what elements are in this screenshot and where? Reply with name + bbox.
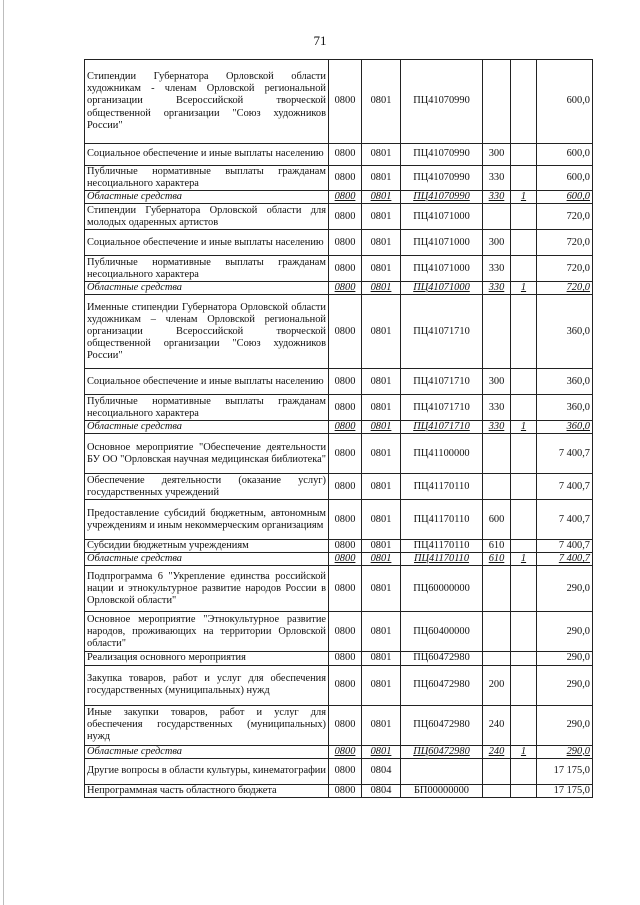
table-row <box>85 60 593 144</box>
amount-cell: 720,0 <box>537 282 593 295</box>
subsection-code-cell: 0804 <box>362 784 401 797</box>
funding-source-cell <box>511 230 537 256</box>
amount-cell: 7 400,7 <box>537 434 593 474</box>
table-row <box>85 166 593 191</box>
expense-type-cell: 240 <box>483 745 511 758</box>
table-row <box>85 191 593 204</box>
section-code-cell: 0800 <box>329 745 362 758</box>
table-row <box>85 434 593 474</box>
row-name-cell: Реализация основного мероприятия <box>85 652 329 665</box>
funding-source-cell <box>511 204 537 230</box>
target-article-cell: ПЦ41071000 <box>401 230 483 256</box>
target-article-cell: ПЦ41071000 <box>401 256 483 282</box>
expense-type-cell <box>483 758 511 784</box>
funding-source-cell <box>511 566 537 612</box>
section-code-cell: 0800 <box>329 60 362 144</box>
funding-source-cell <box>511 60 537 144</box>
row-name-cell: Социальное обеспечение и иные выплаты населению <box>85 144 329 166</box>
target-article-cell: ПЦ41071710 <box>401 295 483 369</box>
row-name-cell: Обеспечение деятельности (оказание услуг) государственных учреждений <box>85 474 329 500</box>
expense-type-cell: 200 <box>483 665 511 705</box>
expense-type-cell <box>483 60 511 144</box>
funding-source-cell <box>511 295 537 369</box>
row-name-cell: Предоставление субсидий бюджетным, автономным учреждениям и иным некоммерческим организациям <box>85 500 329 540</box>
funding-source-cell <box>511 705 537 745</box>
amount-cell: 720,0 <box>537 204 593 230</box>
amount-cell: 360,0 <box>537 421 593 434</box>
table-row <box>85 705 593 745</box>
funding-source-cell <box>511 395 537 421</box>
amount-cell: 290,0 <box>537 652 593 665</box>
expense-type-cell: 600 <box>483 500 511 540</box>
expense-type-cell: 610 <box>483 540 511 553</box>
funding-source-cell <box>511 166 537 191</box>
row-name-cell: Субсидии бюджетным учреждениям <box>85 540 329 553</box>
section-code-cell: 0800 <box>329 474 362 500</box>
funding-source-cell: 1 <box>511 282 537 295</box>
section-code-cell: 0800 <box>329 204 362 230</box>
target-article-cell: ПЦ60000000 <box>401 566 483 612</box>
subsection-code-cell: 0801 <box>362 295 401 369</box>
subsection-code-cell: 0801 <box>362 553 401 566</box>
funding-source-cell: 1 <box>511 745 537 758</box>
subsection-code-cell: 0801 <box>362 665 401 705</box>
target-article-cell: ПЦ41070990 <box>401 166 483 191</box>
subsection-code-cell: 0801 <box>362 204 401 230</box>
subsection-code-cell: 0801 <box>362 474 401 500</box>
amount-cell: 7 400,7 <box>537 500 593 540</box>
amount-cell: 7 400,7 <box>537 540 593 553</box>
expense-type-cell: 330 <box>483 282 511 295</box>
row-name-cell: Закупка товаров, работ и услуг для обеспечения государственных (муниципальных) нужд <box>85 665 329 705</box>
expense-type-cell <box>483 652 511 665</box>
subsection-code-cell: 0801 <box>362 421 401 434</box>
target-article-cell: ПЦ60472980 <box>401 705 483 745</box>
amount-cell: 290,0 <box>537 566 593 612</box>
subsection-code-cell: 0801 <box>362 612 401 652</box>
row-name-cell: Стипендии Губернатора Орловской области художникам - членам Орловской региональной организации Всероссийской творческой общественной организации "Союз художников России" <box>85 60 329 144</box>
table-row <box>85 758 593 784</box>
subsection-code-cell: 0801 <box>362 705 401 745</box>
subsection-code-cell: 0801 <box>362 256 401 282</box>
amount-cell: 360,0 <box>537 295 593 369</box>
section-code-cell: 0800 <box>329 705 362 745</box>
table-row <box>85 784 593 797</box>
row-name-cell: Основное мероприятие "Обеспечение деятельности БУ ОО "Орловская научная медицинская библиотека" <box>85 434 329 474</box>
target-article-cell: ПЦ41071710 <box>401 395 483 421</box>
amount-cell: 600,0 <box>537 60 593 144</box>
subsection-code-cell: 0801 <box>362 566 401 612</box>
section-code-cell: 0800 <box>329 166 362 191</box>
target-article-cell: ПЦ41071000 <box>401 204 483 230</box>
row-name-cell: Областные средства <box>85 282 329 295</box>
funding-source-cell <box>511 612 537 652</box>
table-row <box>85 500 593 540</box>
amount-cell: 17 175,0 <box>537 784 593 797</box>
section-code-cell: 0800 <box>329 566 362 612</box>
expense-type-cell: 330 <box>483 256 511 282</box>
row-name-cell: Основное мероприятие "Этнокультурное развитие народов, проживающих на территории Орловской области" <box>85 612 329 652</box>
section-code-cell: 0800 <box>329 191 362 204</box>
table-row <box>85 256 593 282</box>
table-row <box>85 204 593 230</box>
amount-cell: 290,0 <box>537 665 593 705</box>
table-row <box>85 652 593 665</box>
amount-cell: 290,0 <box>537 745 593 758</box>
subsection-code-cell: 0801 <box>362 540 401 553</box>
subsection-code-cell: 0801 <box>362 60 401 144</box>
target-article-cell: ПЦ41170110 <box>401 553 483 566</box>
table-row <box>85 540 593 553</box>
expense-type-cell <box>483 612 511 652</box>
subsection-code-cell: 0801 <box>362 191 401 204</box>
expense-type-cell: 330 <box>483 191 511 204</box>
table-row <box>85 282 593 295</box>
section-code-cell: 0800 <box>329 612 362 652</box>
subsection-code-cell: 0801 <box>362 434 401 474</box>
expense-type-cell <box>483 474 511 500</box>
section-code-cell: 0800 <box>329 144 362 166</box>
table-row <box>85 421 593 434</box>
page-number: 71 <box>313 33 327 48</box>
amount-cell: 17 175,0 <box>537 758 593 784</box>
target-article-cell: ПЦ41070990 <box>401 144 483 166</box>
expense-type-cell <box>483 204 511 230</box>
amount-cell: 290,0 <box>537 612 593 652</box>
row-name-cell: Непрограммная часть областного бюджета <box>85 784 329 797</box>
target-article-cell: БП00000000 <box>401 784 483 797</box>
subsection-code-cell: 0801 <box>362 369 401 395</box>
amount-cell: 600,0 <box>537 144 593 166</box>
expense-type-cell: 330 <box>483 166 511 191</box>
amount-cell: 360,0 <box>537 369 593 395</box>
target-article-cell: ПЦ41070990 <box>401 60 483 144</box>
funding-source-cell <box>511 256 537 282</box>
funding-source-cell: 1 <box>511 421 537 434</box>
expense-type-cell: 330 <box>483 421 511 434</box>
row-name-cell: Другие вопросы в области культуры, кинематографии <box>85 758 329 784</box>
funding-source-cell <box>511 500 537 540</box>
section-code-cell: 0800 <box>329 256 362 282</box>
row-name-cell: Областные средства <box>85 553 329 566</box>
table-row <box>85 745 593 758</box>
expense-type-cell: 330 <box>483 395 511 421</box>
target-article-cell: ПЦ41170110 <box>401 474 483 500</box>
funding-source-cell <box>511 784 537 797</box>
expense-type-cell: 300 <box>483 144 511 166</box>
section-code-cell: 0800 <box>329 500 362 540</box>
table-row <box>85 295 593 369</box>
row-name-cell: Социальное обеспечение и иные выплаты населению <box>85 369 329 395</box>
row-name-cell: Публичные нормативные выплаты гражданам несоциального характера <box>85 395 329 421</box>
section-code-cell: 0800 <box>329 665 362 705</box>
funding-source-cell <box>511 652 537 665</box>
row-name-cell: Областные средства <box>85 421 329 434</box>
target-article-cell: ПЦ60472980 <box>401 745 483 758</box>
row-name-cell: Подпрограмма 6 "Укрепление единства российской нации и этнокультурное развитие народов России в Орловской области" <box>85 566 329 612</box>
amount-cell: 360,0 <box>537 395 593 421</box>
target-article-cell <box>401 758 483 784</box>
table-row <box>85 665 593 705</box>
section-code-cell: 0800 <box>329 540 362 553</box>
section-code-cell: 0800 <box>329 553 362 566</box>
funding-source-cell <box>511 144 537 166</box>
expense-type-cell: 300 <box>483 369 511 395</box>
amount-cell: 600,0 <box>537 166 593 191</box>
section-code-cell: 0800 <box>329 369 362 395</box>
target-article-cell: ПЦ41071710 <box>401 421 483 434</box>
funding-source-cell <box>511 474 537 500</box>
target-article-cell: ПЦ41071000 <box>401 282 483 295</box>
section-code-cell: 0800 <box>329 652 362 665</box>
subsection-code-cell: 0801 <box>362 144 401 166</box>
expense-type-cell <box>483 784 511 797</box>
row-name-cell: Социальное обеспечение и иные выплаты населению <box>85 230 329 256</box>
target-article-cell: ПЦ41071710 <box>401 369 483 395</box>
target-article-cell: ПЦ60472980 <box>401 665 483 705</box>
section-code-cell: 0800 <box>329 784 362 797</box>
subsection-code-cell: 0801 <box>362 282 401 295</box>
expense-type-cell: 610 <box>483 553 511 566</box>
table-row <box>85 395 593 421</box>
amount-cell: 600,0 <box>537 191 593 204</box>
table-row <box>85 230 593 256</box>
section-code-cell: 0800 <box>329 421 362 434</box>
section-code-cell: 0800 <box>329 395 362 421</box>
section-code-cell: 0800 <box>329 434 362 474</box>
funding-source-cell <box>511 665 537 705</box>
target-article-cell: ПЦ60400000 <box>401 612 483 652</box>
section-code-cell: 0800 <box>329 295 362 369</box>
subsection-code-cell: 0801 <box>362 166 401 191</box>
target-article-cell: ПЦ41100000 <box>401 434 483 474</box>
expense-type-cell <box>483 434 511 474</box>
row-name-cell: Именные стипендии Губернатора Орловской области художникам – членам Орловской региональной организации Всероссийской творческой общественной организации "Союз художников России" <box>85 295 329 369</box>
subsection-code-cell: 0801 <box>362 395 401 421</box>
budget-table <box>84 59 593 798</box>
funding-source-cell <box>511 369 537 395</box>
target-article-cell: ПЦ41170110 <box>401 500 483 540</box>
amount-cell: 7 400,7 <box>537 553 593 566</box>
funding-source-cell: 1 <box>511 191 537 204</box>
expense-type-cell <box>483 566 511 612</box>
expense-type-cell: 240 <box>483 705 511 745</box>
table-row <box>85 612 593 652</box>
table-row <box>85 553 593 566</box>
row-name-cell: Публичные нормативные выплаты гражданам несоциального характера <box>85 256 329 282</box>
subsection-code-cell: 0801 <box>362 745 401 758</box>
table-row <box>85 474 593 500</box>
amount-cell: 720,0 <box>537 230 593 256</box>
table-row <box>85 566 593 612</box>
subsection-code-cell: 0801 <box>362 652 401 665</box>
row-name-cell: Публичные нормативные выплаты гражданам несоциального характера <box>85 166 329 191</box>
row-name-cell: Иные закупки товаров, работ и услуг для обеспечения государственных (муниципальных) нужд <box>85 705 329 745</box>
target-article-cell: ПЦ41070990 <box>401 191 483 204</box>
scan-edge-line <box>3 0 4 905</box>
funding-source-cell <box>511 540 537 553</box>
section-code-cell: 0800 <box>329 282 362 295</box>
amount-cell: 720,0 <box>537 256 593 282</box>
subsection-code-cell: 0801 <box>362 230 401 256</box>
amount-cell: 7 400,7 <box>537 474 593 500</box>
target-article-cell: ПЦ41170110 <box>401 540 483 553</box>
amount-cell: 290,0 <box>537 705 593 745</box>
table-row <box>85 369 593 395</box>
row-name-cell: Стипендии Губернатора Орловской области для молодых одаренных артистов <box>85 204 329 230</box>
expense-type-cell: 300 <box>483 230 511 256</box>
subsection-code-cell: 0804 <box>362 758 401 784</box>
subsection-code-cell: 0801 <box>362 500 401 540</box>
funding-source-cell <box>511 758 537 784</box>
table-row <box>85 144 593 166</box>
section-code-cell: 0800 <box>329 230 362 256</box>
budget-table-body <box>85 60 593 798</box>
section-code-cell: 0800 <box>329 758 362 784</box>
funding-source-cell <box>511 434 537 474</box>
row-name-cell: Областные средства <box>85 745 329 758</box>
target-article-cell: ПЦ60472980 <box>401 652 483 665</box>
expense-type-cell <box>483 295 511 369</box>
funding-source-cell: 1 <box>511 553 537 566</box>
row-name-cell: Областные средства <box>85 191 329 204</box>
